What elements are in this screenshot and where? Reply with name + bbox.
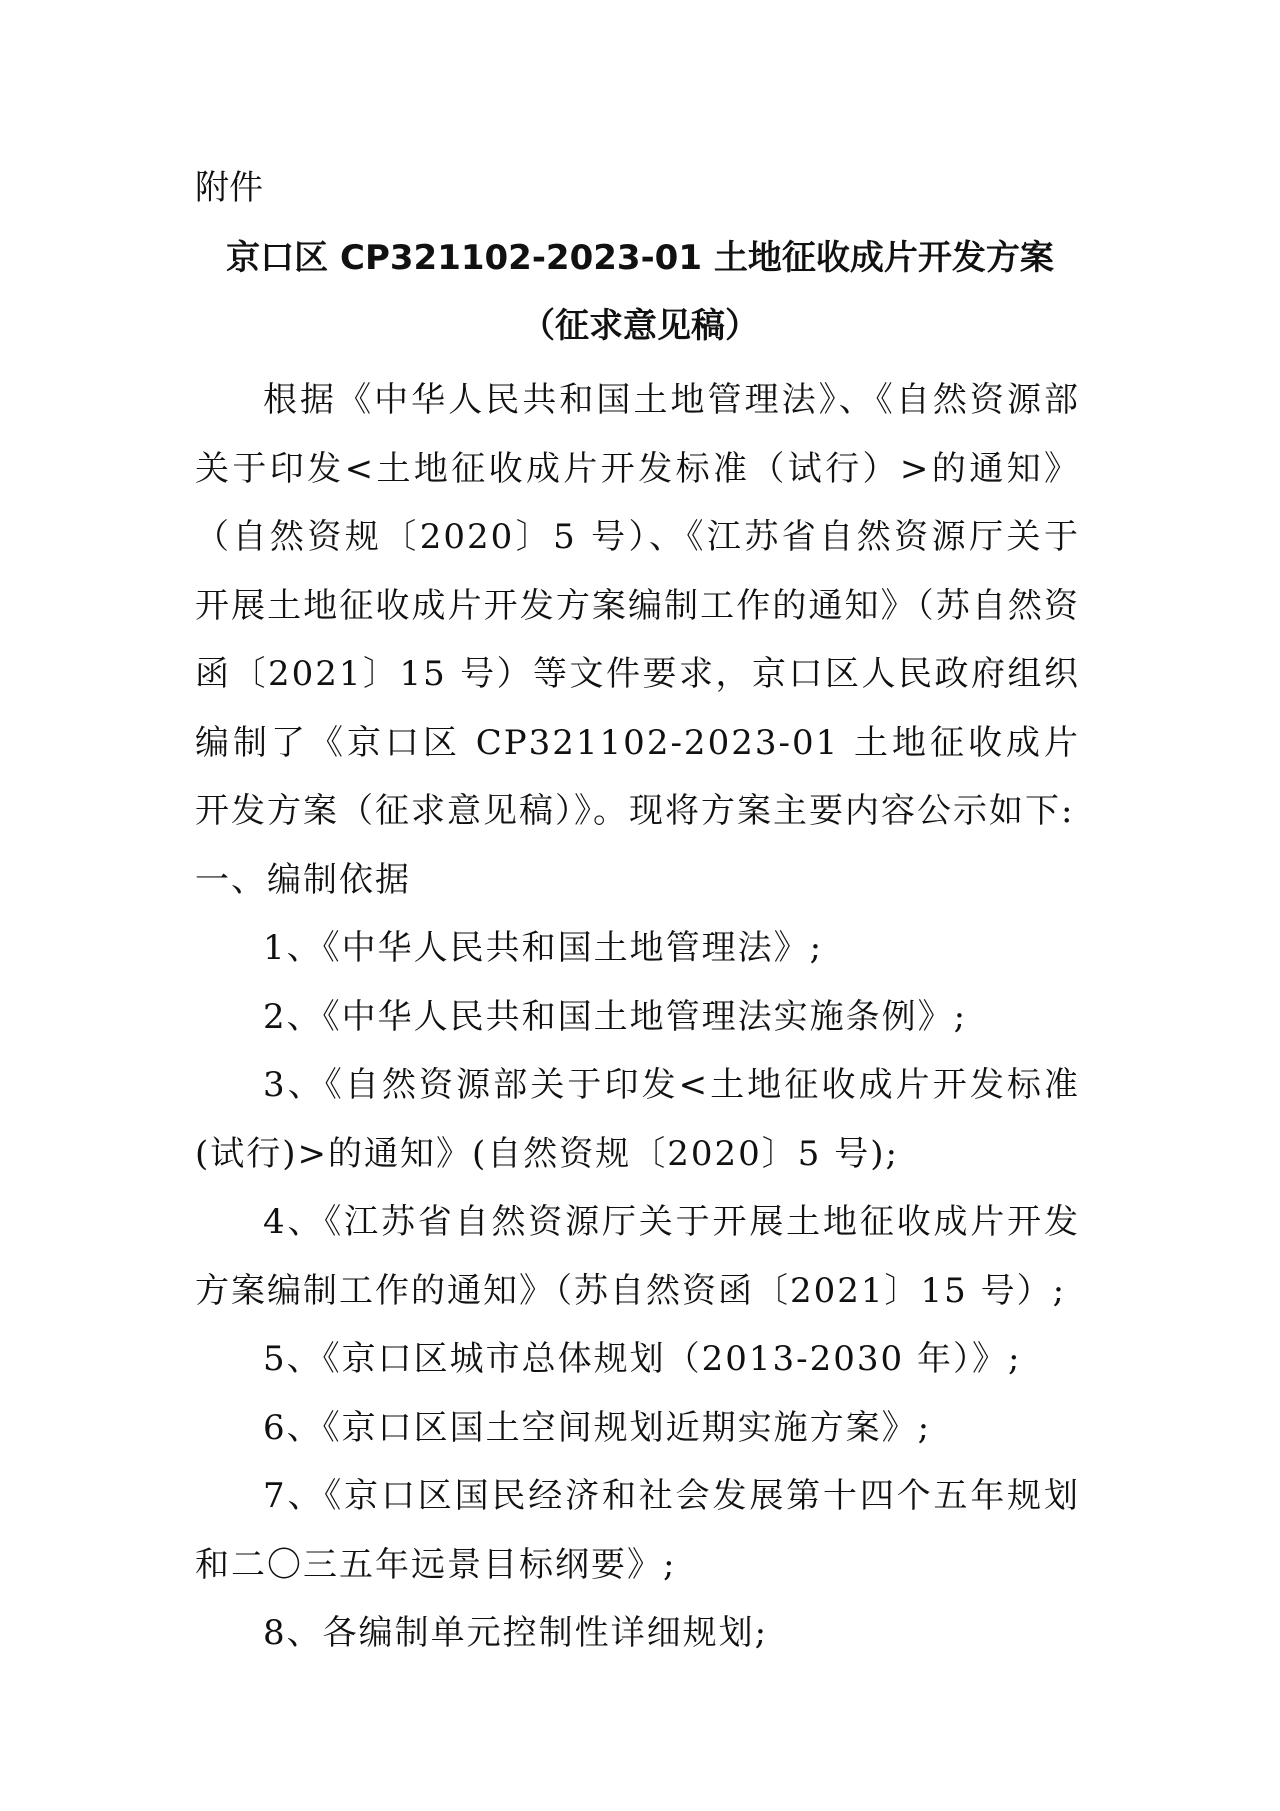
document-title: 京口区 CP321102-2023-01 土地征收成片开发方案 [226,238,1054,278]
list-item: 5、《京口区城市总体规划（2013-2030 年）》; [263,1339,1022,1379]
list-item: 8、各编制单元控制性详细规划; [263,1613,769,1653]
list-item: 4、《江苏省自然资源厅关于开展土地征收成片开发方案编制工作的通知》（苏自然资函〔2021〕15 号）; [195,1202,1080,1311]
attachment-label: 附件 [195,168,263,208]
document-body [195,366,1080,1668]
list-item: 1、《中华人民共和国土地管理法》; [263,928,824,968]
document-subtitle: （征求意见稿） [521,306,759,346]
list-item: 3、《自然资源部关于印发<土地征收成片开发标准(试行)>的通知》(自然资规〔2020〕5 号); [195,1065,1080,1174]
section-heading-basis: 一、编制依据 [195,859,411,900]
list-item: 2、《中华人民共和国土地管理法实施条例》; [263,996,968,1037]
list-item: 6、《京口区国土空间规划近期实施方案》; [263,1407,932,1448]
intro-paragraph: 根据《中华人民共和国土地管理法》、《自然资源部关于印发<土地征收成片开发标准（试行）>的通知》（自然资规〔2020〕5 号）、《江苏省自然资源厅关于开展土地征收成片开发方案编制工作的通知》（苏自然资函〔2021〕15 号）等文件要求，京口区人民政府组织编制了《京口区 CP321102-2023-01 土地征收成片开发方案（征求意见稿）》。现将方案主要内容公示如下: [195,380,1080,831]
list-item: 7、《京口区国民经济和社会发展第十四个五年规划和二〇三五年远景目标纲要》; [195,1476,1080,1585]
